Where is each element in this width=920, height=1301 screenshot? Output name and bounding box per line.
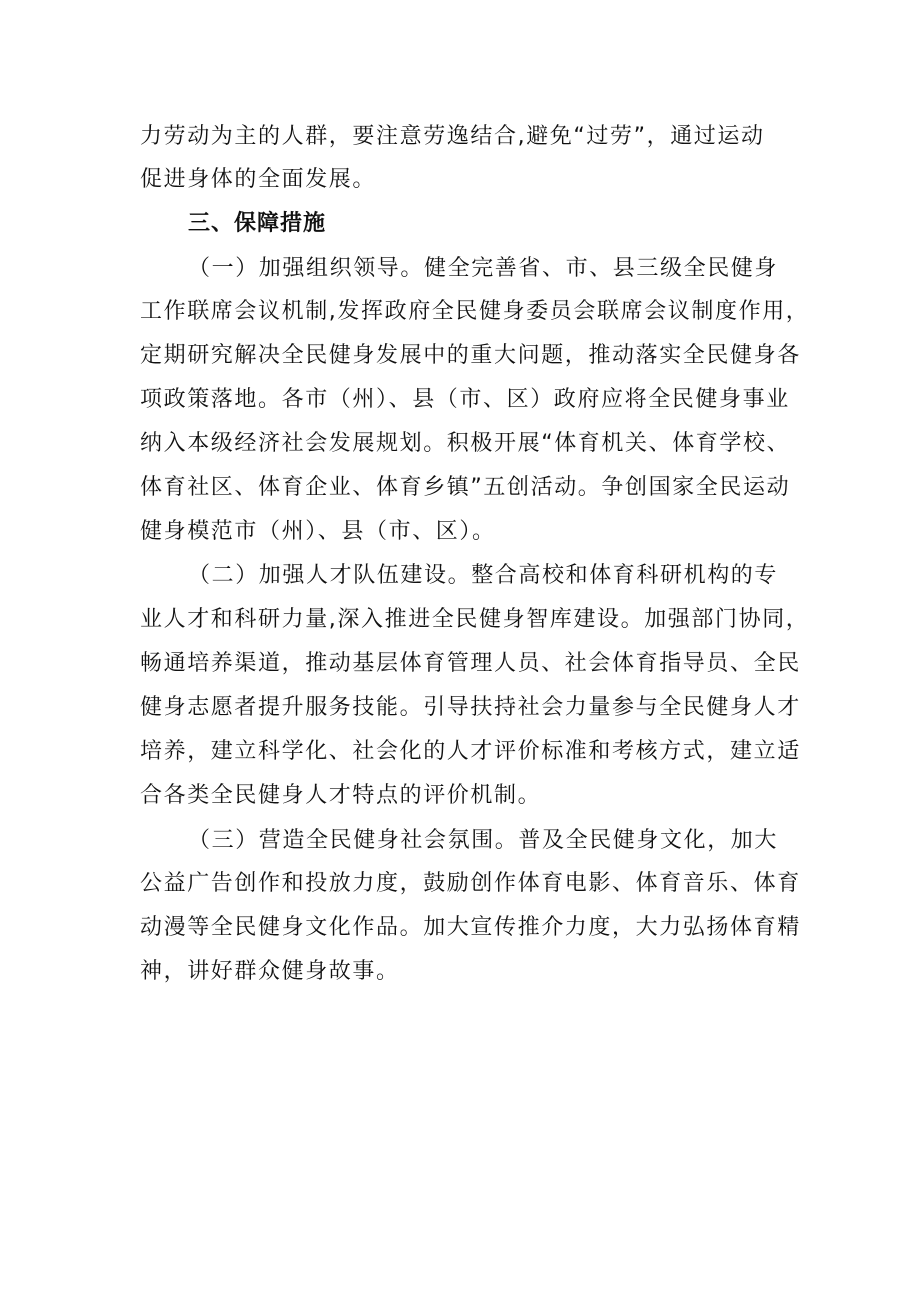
paragraph-line: 工作联席会议机制,发挥政府全民健身委员会联席会议制度作用， xyxy=(140,299,810,324)
paragraph-line: 合各类全民健身人才特点的评价机制。 xyxy=(140,783,542,808)
paragraph-line: 健身志愿者提升服务技能。引导扶持社会力量参与全民健身人才 xyxy=(140,695,801,720)
paragraph-line: 培养，建立科学化、社会化的人才评价标准和考核方式，建立适 xyxy=(140,739,801,764)
paragraph-line: 公益广告创作和投放力度，鼓励创作体育电影、体育音乐、体育 xyxy=(140,871,801,896)
paragraph-line: 健身模范市（州）、县（市、区）。 xyxy=(140,519,496,544)
paragraph-line: 定期研究解决全民健身发展中的重大问题，推动落实全民健身各 xyxy=(140,343,801,368)
paragraph-line: 力劳动为主的人群，要注意劳逸结合,避免“过劳”，通过运动 xyxy=(140,124,765,149)
paragraph-line: 畅通培养渠道，推动基层体育管理人员、社会体育指导员、全民 xyxy=(140,651,801,676)
paragraph-line: （二）加强人才队伍建设。整合高校和体育科研机构的专 xyxy=(188,563,779,588)
section-heading: 三、保障措施 xyxy=(188,211,327,236)
paragraph-line: 项政策落地。各市（州）、县（市、区）政府应将全民健身事业 xyxy=(140,387,790,412)
paragraph-line: 业人才和科研力量,深入推进全民健身智库建设。加强部门协同， xyxy=(140,607,810,632)
paragraph-line: 纳入本级经济社会发展规划。积极开展“体育机关、体育学校、 xyxy=(140,431,791,456)
paragraph-line: （一）加强组织领导。健全完善省、市、县三级全民健身 xyxy=(188,256,779,281)
paragraph-line: （三）营造全民健身社会氛围。普及全民健身文化，加大 xyxy=(188,828,779,853)
paragraph-line: 体育社区、体育企业、体育乡镇”五创活动。争创国家全民运动 xyxy=(140,475,791,500)
paragraph-line: 动漫等全民健身文化作品。加大宣传推介力度，大力弘扬体育精 xyxy=(140,915,801,940)
paragraph-line: 神，讲好群众健身故事。 xyxy=(140,959,400,984)
paragraph-line: 促进身体的全面发展。 xyxy=(140,167,377,192)
